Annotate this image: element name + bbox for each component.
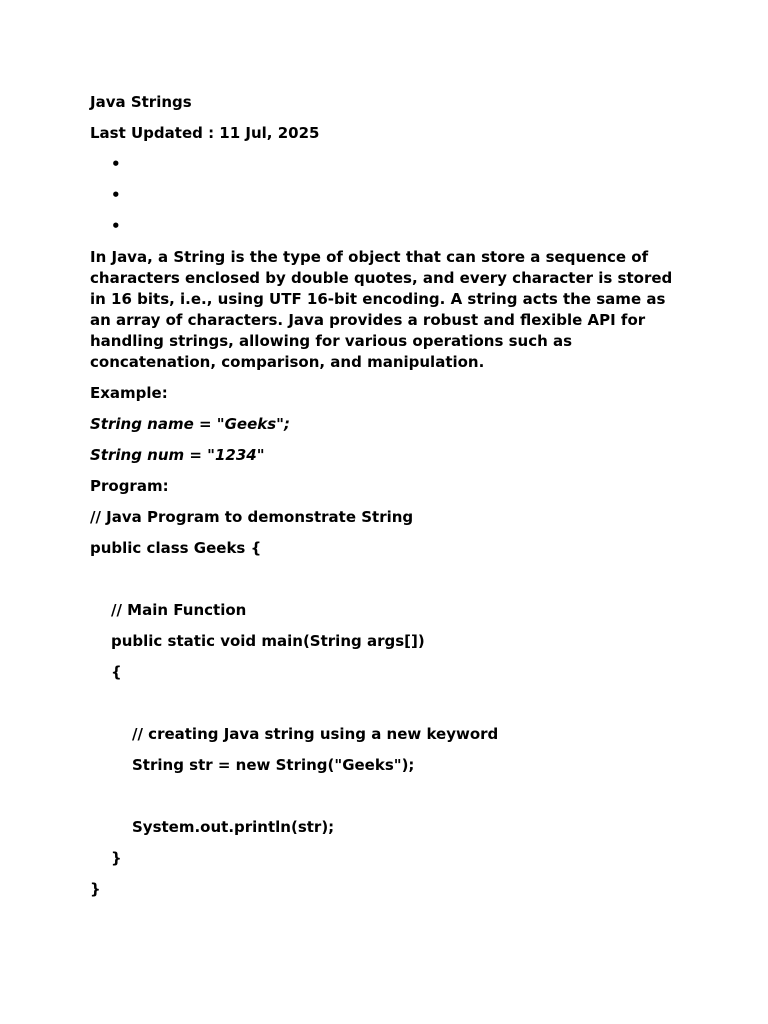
code-blank-line <box>90 693 690 714</box>
code-blank-line <box>90 569 690 590</box>
list-item <box>90 185 690 206</box>
list-item <box>90 216 690 237</box>
code-line: public class Geeks { <box>90 539 262 557</box>
bullet-icon: • <box>111 155 121 173</box>
example-line-name <box>90 414 690 435</box>
example-label: Example: <box>90 384 168 402</box>
code-line: } <box>90 880 101 898</box>
example-value: Geeks"; <box>224 415 290 433</box>
code-line: public static void main(String args[]) <box>111 632 425 650</box>
code-line: System.out.println(str); <box>132 818 335 836</box>
code-line: { <box>111 663 122 681</box>
example-value: 1234 <box>214 446 257 464</box>
code-blank-line <box>90 786 690 807</box>
example-decl: String name <box>90 415 194 433</box>
article-title: Java Strings <box>90 93 192 111</box>
example-eq: = " <box>193 415 225 433</box>
intro-paragraph: In Java, a String is the type of object that can store a sequence of characters enclosed by double quotes, and every character is stored in 16 bits, i.e., using UTF 16-bit encoding. A string acts the same as an array of characters. Java provides a robust and flexible API for handling strings, allowing for various operations such as concatenation, comparison, and manipulation. <box>90 248 673 371</box>
last-updated: Last Updated : 11 Jul, 2025 <box>90 124 320 142</box>
code-line: // Java Program to demonstrate String <box>90 508 414 526</box>
example-eq: = " <box>184 446 215 464</box>
code-line: } <box>111 849 122 867</box>
list-item <box>90 154 690 175</box>
bullet-icon: • <box>111 217 121 235</box>
code-line: // creating Java string using a new keyword <box>132 725 499 743</box>
code-line: String str = new String("Geeks"); <box>132 756 415 774</box>
example-close: " <box>256 446 265 464</box>
bullet-icon: • <box>111 186 121 204</box>
program-label: Program: <box>90 477 169 495</box>
example-line-num <box>90 445 690 466</box>
article <box>90 92 690 910</box>
bullet-list <box>90 154 690 237</box>
code-line: // Main Function <box>111 601 247 619</box>
example-decl: String num <box>90 446 185 464</box>
